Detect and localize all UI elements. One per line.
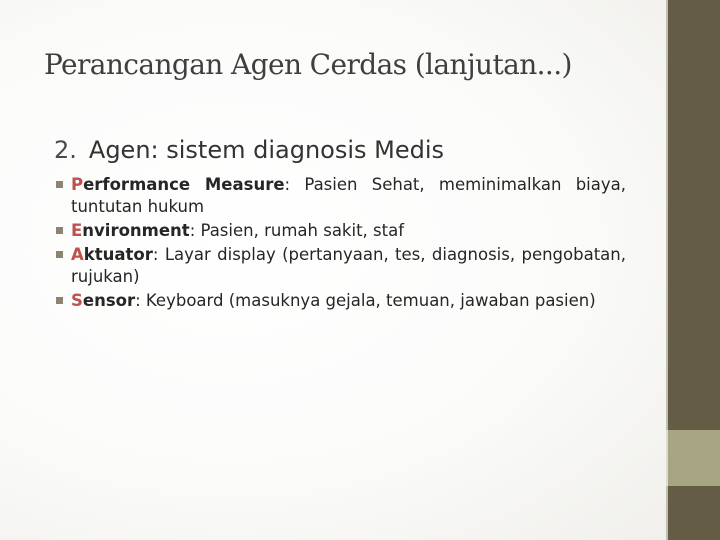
square-bullet-icon [56, 251, 63, 258]
bullet-text: : Pasien, rumah sakit, staf [189, 221, 405, 240]
square-bullet-icon [56, 227, 63, 234]
bullet-item-aktuator [54, 244, 626, 288]
bullet-initial: S [71, 291, 83, 310]
bullet-item-performance-measure [54, 174, 626, 218]
bullet-list [54, 174, 626, 314]
bullet-item-sensor [54, 290, 626, 312]
bullet-term: ensor [82, 291, 136, 310]
subheading-text: Agen: sistem diagnosis Medis [88, 136, 445, 164]
bullet-term: erformance Measure [83, 175, 285, 194]
bullet-initial: A [71, 245, 84, 264]
bullet-term: ktuator [83, 245, 153, 264]
bullet-text: : Pasien Sehat, meminimalkan biaya, tuntutan hukum [71, 175, 626, 216]
subheading [54, 136, 444, 164]
side-bar-divider [666, 0, 668, 540]
side-bar-bottom [666, 486, 720, 540]
bullet-text: : Layar display (pertanyaan, tes, diagnosis, pengobatan, rujukan) [71, 245, 626, 286]
bullet-initial: E [71, 221, 83, 240]
bullet-text: : Keyboard (masuknya gejala, temuan, jawaban pasien) [135, 291, 596, 310]
subheading-number: 2. [54, 136, 77, 164]
bullet-item-environment [54, 220, 626, 242]
bullet-initial: P [71, 175, 84, 194]
slide-title: Perancangan Agen Cerdas (lanjutan...) [44, 48, 572, 81]
bullet-term: nvironment [82, 221, 190, 240]
side-bar-accent [666, 430, 720, 486]
side-bar-dark [666, 0, 720, 430]
square-bullet-icon [56, 297, 63, 304]
square-bullet-icon [56, 181, 63, 188]
